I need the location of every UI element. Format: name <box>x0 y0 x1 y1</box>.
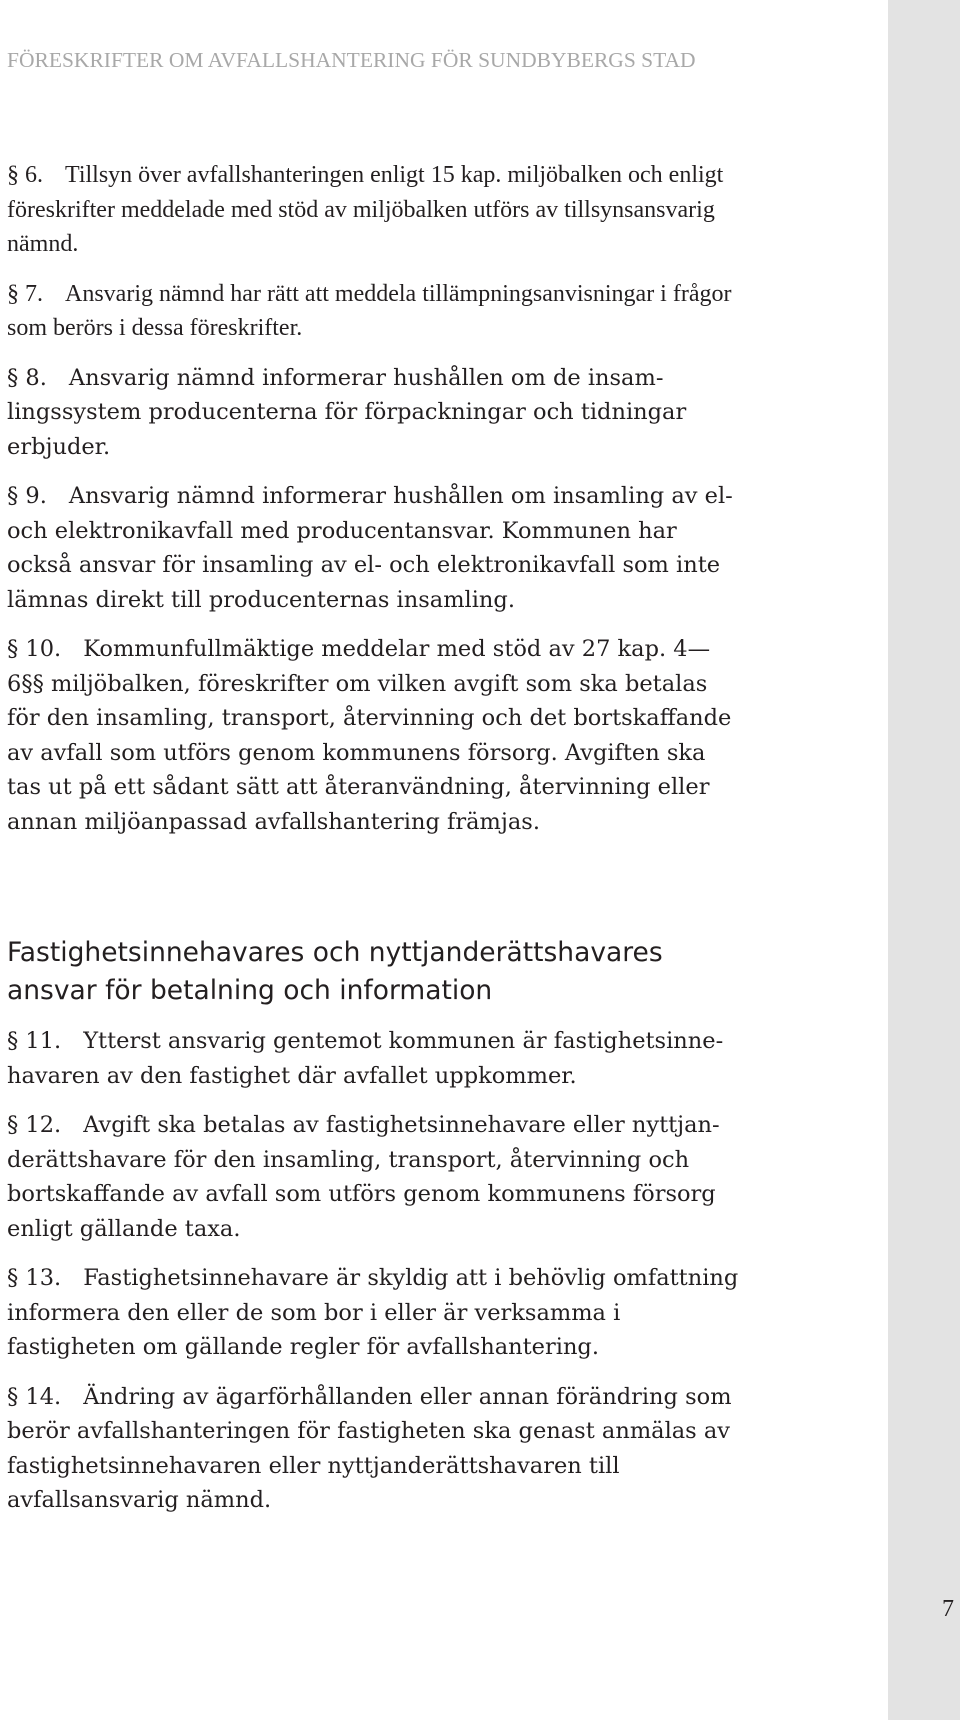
page-number: 7 <box>942 1596 954 1622</box>
section-number: § 13. <box>7 1265 62 1291</box>
paragraph-6 <box>7 158 742 262</box>
section-text: Ansvarig nämnd har rätt att meddela tillämpningsanvisningar i frågor som berörs i dessa föreskrifter. <box>7 280 732 341</box>
section-number: § 7. <box>7 280 43 307</box>
section-text: Ansvarig nämnd informerar hushållen om insamling av el- och elektronikavfall med producentansvar. Kommunen har också ansvar för insamling av el- och elektronikavfall som inte lämnas direkt till producenternas insamling. <box>7 483 733 613</box>
section-text: Kommunfullmäktige meddelar med stöd av 27 kap. 4—6§§ miljöbalken, föreskrifter om vilken avgift som ska betalas för den insamling, transport, återvinning och det bortskaffande av avfall som utförs genom kommunens försorg. Avgiften ska tas ut på ett sådant sätt att återanvändning, återvinning eller annan miljöanpassad avfallshantering främjas. <box>7 636 732 835</box>
paragraph-11 <box>7 1024 742 1093</box>
section-number: § 12. <box>7 1112 62 1138</box>
section-number: § 11. <box>7 1028 62 1054</box>
section-text: Fastighetsinnehavare är skyldig att i behövlig omfattning informera den eller de som bor i eller är verksamma i fastigheten om gällande regler för avfallshantering. <box>7 1265 739 1360</box>
paragraph-9 <box>7 479 742 617</box>
side-margin-strip <box>888 0 960 1720</box>
document-body <box>7 158 742 1533</box>
section-text: Ytterst ansvarig gentemot kommunen är fastighetsinnehavaren av den fastighet där avfallet uppkommer. <box>7 1028 724 1089</box>
section-text: Ansvarig nämnd informerar hushållen om de insamlingssystem producenterna för förpackningar och tidningar erbjuder. <box>7 364 687 460</box>
section-text: Tillsyn över avfallshanteringen enligt 15 kap. miljöbalken och enligt föreskrifter meddelade med stöd av miljöbalken utförs av tillsynsansvarig nämnd. <box>7 162 724 257</box>
paragraph-7 <box>7 277 742 346</box>
running-header: FÖRESKRIFTER OM AVFALLSHANTERING FÖR SUNDBYBERGS STAD <box>7 48 696 72</box>
section-number: § 8. <box>7 364 47 391</box>
paragraph-10 <box>7 632 742 839</box>
section-heading: Fastighetsinnehavares och nyttjanderättshavares ansvar för betalning och information <box>7 937 663 1006</box>
paragraph-8 <box>7 361 742 465</box>
section-number: § 9. <box>7 483 47 509</box>
paragraph-12 <box>7 1108 742 1246</box>
section-text: Ändring av ägarförhållanden eller annan förändring som berör avfallshanteringen för fastigheten ska genast anmälas av fastighetsinnehavaren eller nyttjanderättshavaren till avfallsansvarig nämnd. <box>7 1383 732 1513</box>
paragraph-14 <box>7 1380 742 1518</box>
section-text: Avgift ska betalas av fastighetsinnehavare eller nyttjanderättshavare för den insamling, transport, återvinning och bortskaffande av avfall som utförs genom kommunens försorg enligt gällande taxa. <box>7 1112 720 1242</box>
section-number: § 6. <box>7 162 43 188</box>
paragraph-13 <box>7 1261 742 1365</box>
section-number: § 14. <box>7 1383 62 1410</box>
section-number: § 10. <box>7 636 62 662</box>
